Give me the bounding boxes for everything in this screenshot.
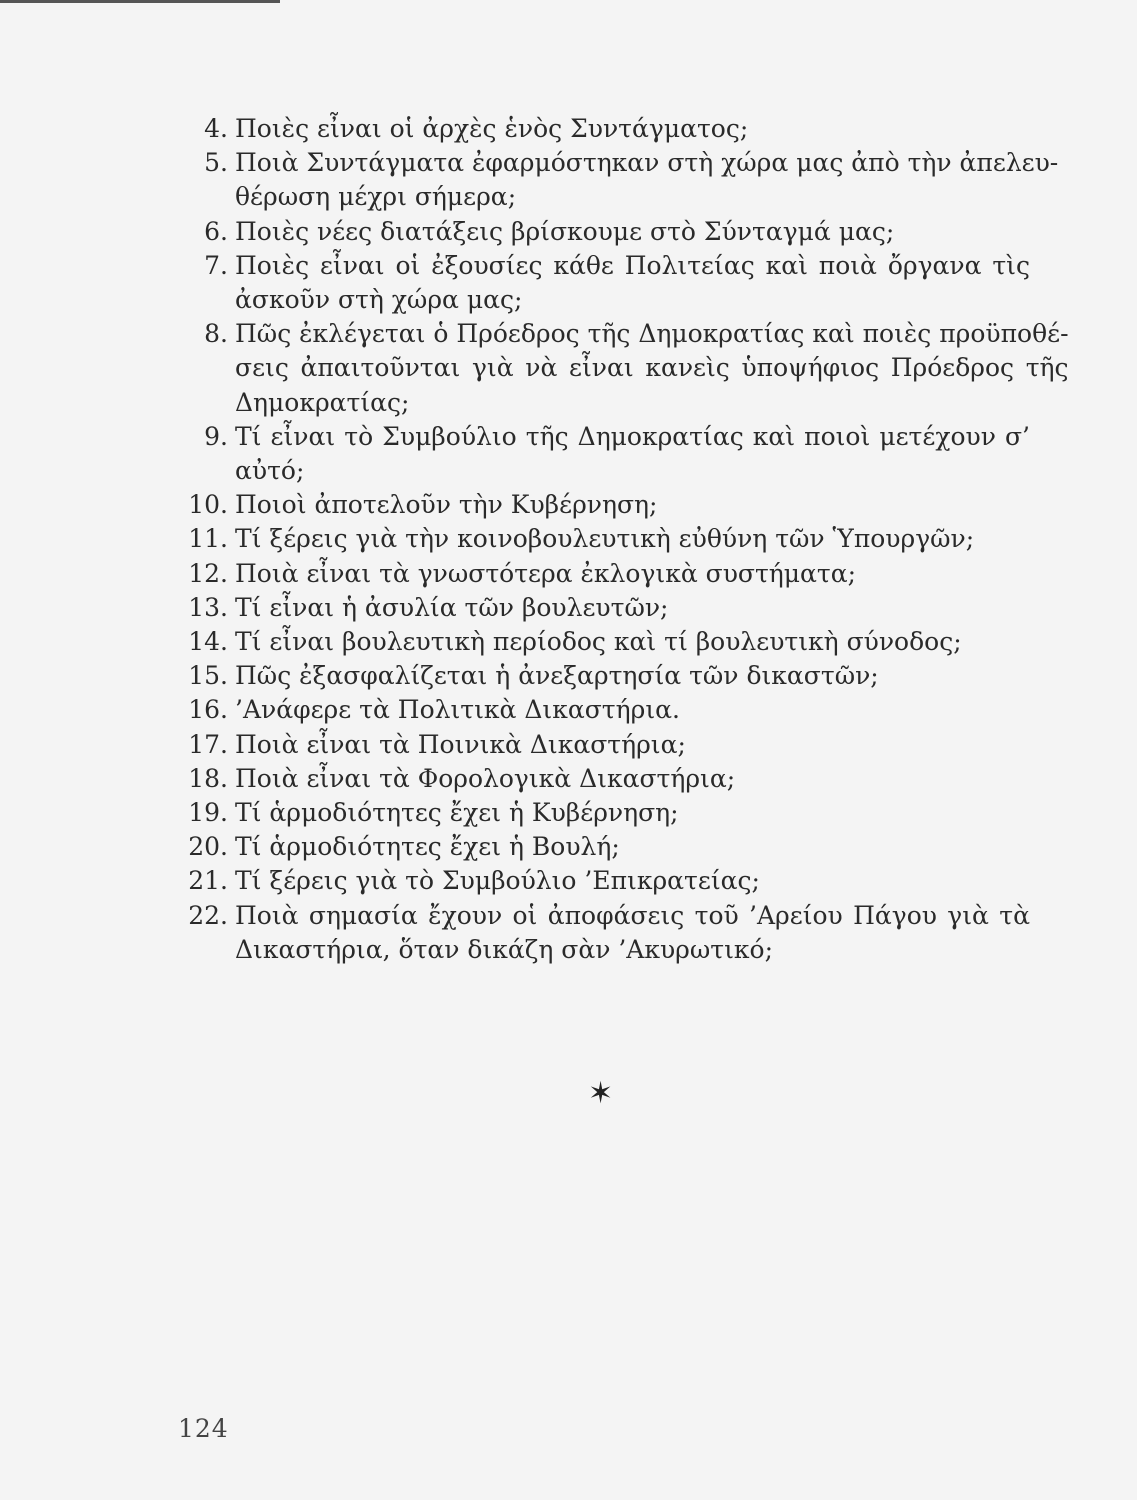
question-text <box>235 112 1030 146</box>
question-line: Ποιὲς εἶναι οἱ ἐξουσίες κάθε Πολιτείας καὶ ποιὰ ὄργανα τὶς <box>235 250 1030 280</box>
question-item <box>180 249 1030 317</box>
star-ornament-icon: ✶ <box>588 1076 614 1111</box>
question-number: 14. <box>188 627 228 657</box>
question-item <box>180 693 1030 727</box>
question-number: 20. <box>188 832 228 862</box>
question-item <box>180 557 1030 591</box>
question-text <box>235 899 1030 967</box>
question-text <box>235 488 1030 522</box>
question-text <box>235 625 1030 659</box>
question-text <box>235 693 1030 727</box>
question-text <box>235 864 1030 898</box>
question-line: Δικαστήρια, ὅταν δικάζη σὰν ’Ακυρωτικό; <box>235 934 773 964</box>
question-item <box>180 625 1030 659</box>
question-line: Ποιὰ εἶναι τὰ Φορολογικὰ Δικαστήρια; <box>235 763 736 793</box>
question-number: 13. <box>188 592 228 622</box>
question-line: Ποιὰ εἶναι τὰ Ποινικὰ Δικαστήρια; <box>235 729 686 759</box>
question-text <box>235 796 1030 830</box>
question-text <box>235 420 1030 488</box>
question-line: θέρωση μέχρι σήμερα; <box>235 182 517 212</box>
question-text <box>235 591 1030 625</box>
question-line: Ποιὲς εἶναι οἱ ἀρχὲς ἑνὸς Συντάγματος; <box>235 114 749 143</box>
question-line: Τί εἶναι βουλευτικὴ περίοδος καὶ τί βουλευτικὴ σύνοδος; <box>235 627 962 657</box>
question-number: 11. <box>188 524 228 554</box>
question-line: σεις ἀπαιτοῦνται γιὰ νὰ εἶναι κανεὶς ὑποψήφιος Πρόεδρος τῆς <box>235 353 1069 383</box>
question-number: 21. <box>188 866 228 896</box>
question-line: Ποιὰ σημασία ἔχουν οἱ ἀποφάσεις τοῦ ’Αρείου Πάγου γιὰ τὰ <box>235 900 1030 930</box>
question-text <box>235 728 1030 762</box>
question-text <box>235 762 1030 796</box>
question-item <box>180 146 1059 214</box>
question-item <box>180 830 1030 864</box>
page-edge <box>0 0 280 3</box>
question-item <box>180 864 1030 898</box>
question-line: Τί ξέρεις γιὰ τὴν κοινοβουλευτικὴ εὐθύνη τῶν Ὑπουργῶν; <box>235 524 975 554</box>
question-line: Δημοκρατίας; <box>235 387 410 417</box>
question-item <box>180 112 1030 146</box>
question-item <box>180 420 1030 488</box>
question-item <box>180 796 1030 830</box>
question-line: Ποιὰ Συντάγματα ἐφαρμόστηκαν στὴ χώρα μας ἀπὸ τὴν ἀπελευ- <box>235 148 1059 178</box>
question-text <box>235 146 1058 214</box>
question-line: Ποιὰ εἶναι τὰ γνωστότερα ἐκλογικὰ συστήματα; <box>235 558 857 588</box>
question-line: Πῶς ἐξασφαλίζεται ἡ ἀνεξαρτησία τῶν δικαστῶν; <box>235 661 879 691</box>
question-number: 22. <box>188 900 228 930</box>
question-text <box>235 215 1030 249</box>
question-number: 15. <box>188 661 228 691</box>
question-number: 9. <box>204 421 228 451</box>
question-number: 7. <box>204 250 228 280</box>
question-line: Τί ἁρμοδιότητες ἔχει ἡ Κυβέρνηση; <box>235 798 679 828</box>
question-text <box>235 659 1030 693</box>
question-item <box>180 659 1030 693</box>
question-item <box>180 591 1030 625</box>
question-text <box>235 317 1069 420</box>
question-number: 19. <box>188 798 228 828</box>
question-item <box>180 762 1030 796</box>
question-number: 17. <box>188 729 228 759</box>
question-text <box>235 557 1030 591</box>
question-text <box>235 249 1030 317</box>
question-line: Τί ξέρεις γιὰ τὸ Συμβούλιο ’Επικρατείας; <box>235 866 760 896</box>
question-list <box>180 112 1069 967</box>
question-text <box>235 522 1030 556</box>
question-item <box>180 317 1069 420</box>
question-number: 10. <box>188 490 228 520</box>
question-line: Ποιοὶ ἀποτελοῦν τὴν Κυβέρνηση; <box>235 490 658 520</box>
question-line: Τί ἁρμοδιότητες ἔχει ἡ Βουλή; <box>235 832 620 862</box>
question-item <box>180 488 1030 522</box>
question-item <box>180 215 1030 249</box>
question-line: Ποιὲς νέες διατάξεις βρίσκουμε στὸ Σύνταγμά μας; <box>235 216 895 246</box>
question-item <box>180 728 1030 762</box>
question-line: Τί εἶναι τὸ Συμβούλιο τῆς Δημοκρατίας καὶ ποιοὶ μετέχουν σ’ <box>235 421 1030 451</box>
page-number: 124 <box>178 1414 229 1443</box>
question-item <box>180 522 1030 556</box>
question-line: Τί εἶναι ἡ ἀσυλία τῶν βουλευτῶν; <box>235 592 669 622</box>
question-line: αὐτό; <box>235 456 305 486</box>
question-number: 6. <box>204 216 228 246</box>
question-number: 8. <box>204 319 228 349</box>
question-number: 18. <box>188 763 228 793</box>
question-number: 5. <box>204 148 228 178</box>
question-line: ἀσκοῦν στὴ χώρα μας; <box>235 285 523 315</box>
question-number: 4. <box>204 114 228 143</box>
question-number: 12. <box>188 558 228 588</box>
question-item <box>180 899 1030 967</box>
question-line: Πῶς ἐκλέγεται ὁ Πρόεδρος τῆς Δημοκρατίας καὶ ποιὲς προϋποθέ- <box>235 319 1069 349</box>
question-number: 16. <box>188 695 228 725</box>
question-line: ’Ανάφερε τὰ Πολιτικὰ Δικαστήρια. <box>235 695 680 725</box>
question-text <box>235 830 1030 864</box>
